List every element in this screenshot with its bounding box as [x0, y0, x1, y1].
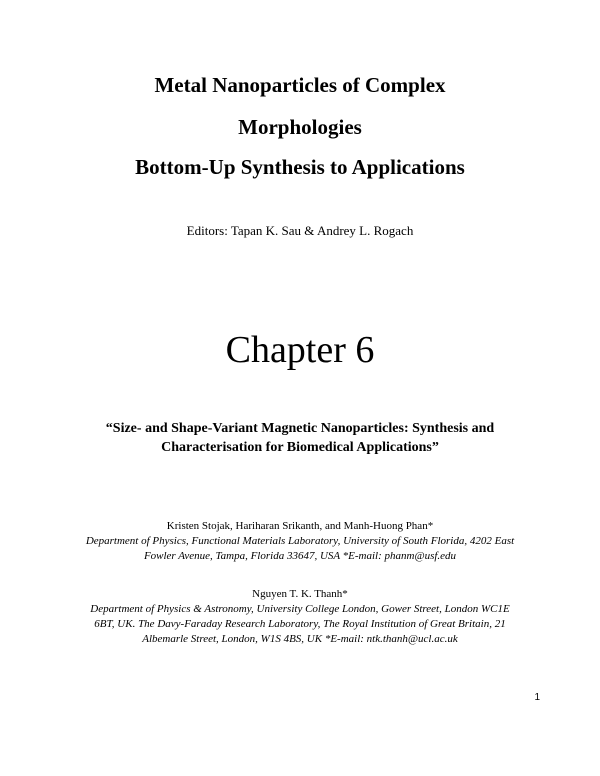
book-title-line-1: Metal Nanoparticles of Complex: [154, 73, 446, 97]
affiliation-line: Department of Physics & Astronomy, University College London, Gower Street, London WC1E: [90, 603, 510, 615]
chapter-label: Chapter 6: [225, 329, 375, 371]
editors-line: Editors: Tapan K. Sau & Andrey L. Rogach: [186, 223, 414, 238]
affiliation-group-1: [60, 534, 540, 564]
affiliation-group-2: [60, 602, 540, 647]
chapter-title: [70, 419, 530, 457]
affiliation-line: Albemarle Street, London, W1S 4BS, UK *E-mail: ntk.thanh@ucl.ac.uk: [142, 633, 458, 645]
author-names-group-2: Nguyen T. K. Thanh*: [252, 588, 348, 600]
affiliation-line: Fowler Avenue, Tampa, Florida 33647, USA *E-mail: phanm@usf.edu: [143, 550, 457, 562]
affiliation-line: Department of Physics, Functional Materials Laboratory, University of South Florida, 4202 East: [85, 535, 515, 547]
affiliation-line: 6BT, UK. The Davy-Faraday Research Laboratory, The Royal Institution of Great Britain, 21: [94, 618, 506, 630]
page-number: 1: [534, 692, 540, 703]
chapter-title-line-1: “Size- and Shape-Variant Magnetic Nanoparticles: Synthesis and: [105, 421, 495, 436]
book-subtitle: Bottom-Up Synthesis to Applications: [135, 155, 465, 179]
chapter-title-line-2: Characterisation for Biomedical Applications”: [161, 440, 439, 455]
author-names-group-1: Kristen Stojak, Hariharan Srikanth, and Manh-Huong Phan*: [166, 520, 434, 532]
book-title-line-2: Morphologies: [238, 115, 362, 139]
